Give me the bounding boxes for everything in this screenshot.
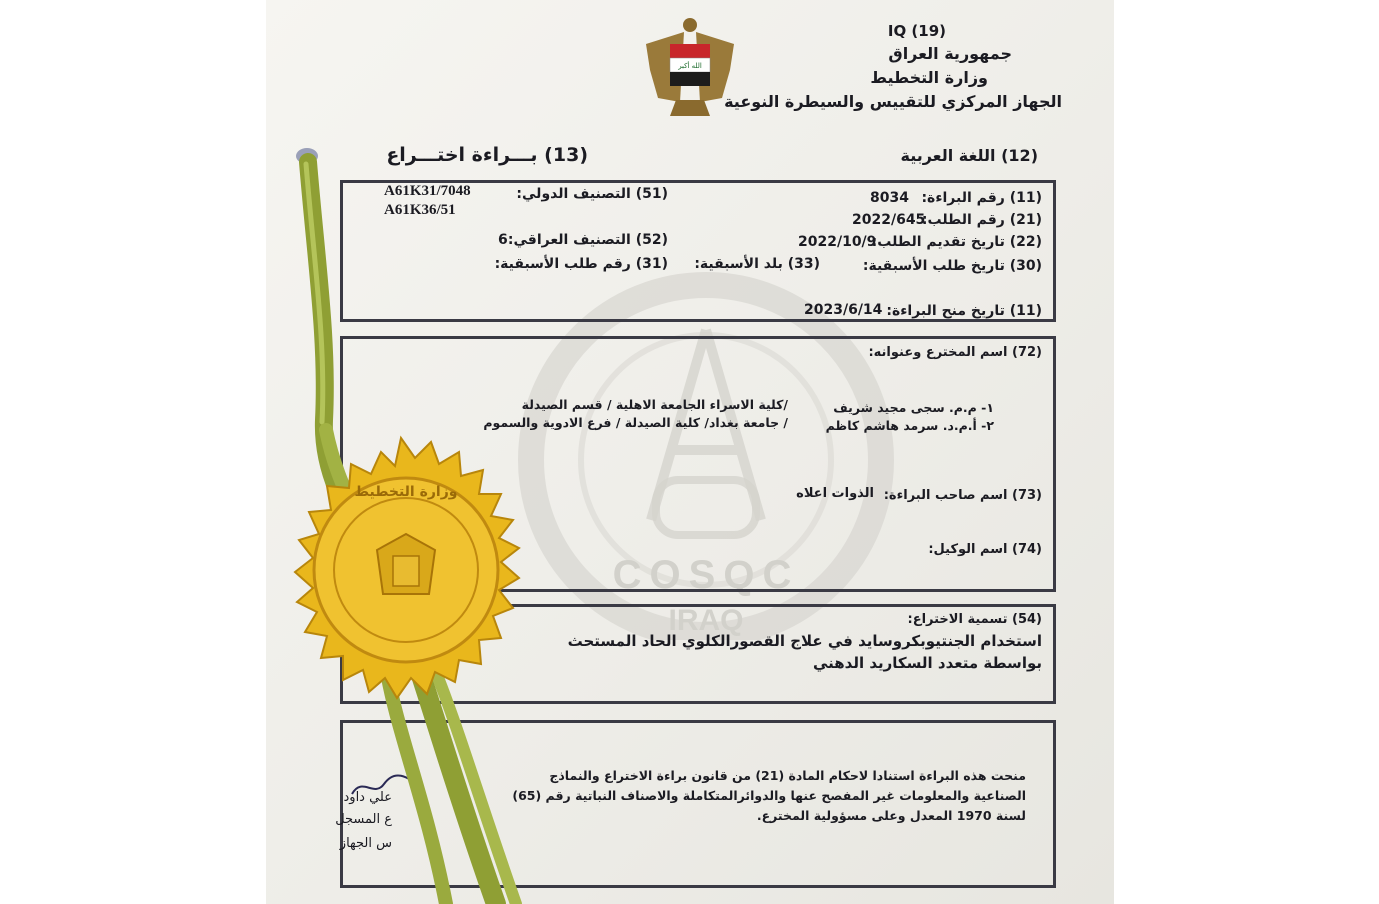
grant-date: 2023/6/14 <box>804 302 883 318</box>
invention-title-line-2: بواسطة متعدد السكاريد الدهني <box>812 654 1042 672</box>
signature-line-1: علي داود <box>343 790 392 805</box>
filing-date: 2022/10/9 <box>798 234 877 250</box>
grant-date-label: (11) تاريخ منح البراءة: <box>886 303 1042 319</box>
priority-date-label: (30) تاريخ طلب الأسبقية: <box>862 258 1042 274</box>
filing-date-label: (22) تاريخ تقديم الطلب: <box>871 234 1042 250</box>
grant-statement-line-2: الصناعية والمعلومات غير المفصح عنها والدوائرالمتكاملة والاصناف النباتية رقم (65) <box>512 788 1026 803</box>
republic-name: جمهورية العراق <box>888 44 1012 63</box>
watermark-logo-text: COSQC <box>612 553 800 597</box>
priority-country-label: (33) بلد الأسبقية: <box>694 256 820 272</box>
invention-title-label: (54) تسمية الاختراع: <box>907 612 1042 627</box>
intl-class-2: A61K36/51 <box>384 202 456 218</box>
emblem-text: الله أكبر <box>678 62 702 70</box>
agent-label: (74) اسم الوكيل: <box>928 542 1042 557</box>
signature-line-3: س الجهاز <box>339 836 392 851</box>
grant-statement-line-3: لسنة 1970 المعدل وعلى مسؤولية المخترع. <box>756 808 1026 823</box>
patent-owner-value: الذوات اعلاه <box>796 486 874 501</box>
seal-top-text: وزارة التخطيط <box>354 484 458 500</box>
patent-number-label: (11) رقم البراءة: <box>921 190 1042 206</box>
watermark-country-text: IRAQ <box>668 604 744 637</box>
ministry-name: وزارة التخطيط <box>870 68 988 87</box>
iraqi-class-label: (52) التصنيف العراقي: <box>507 232 668 248</box>
iraqi-class: 6 <box>498 232 508 248</box>
patent-number: 8034 <box>870 190 909 206</box>
seal-shield-icon <box>393 556 419 586</box>
invention-title-line-1: استخدام الجنتيوبكروسايد في علاج القصورالكلوي الحاد المستحث <box>567 632 1042 650</box>
document-type-title: (13) بـــراءة اختـــراع <box>386 144 588 166</box>
authority-name: الجهاز المركزي للتقييس والسيطرة النوعية <box>724 92 1062 111</box>
ribbon-and-seal <box>266 0 1114 904</box>
inventor-2-name: ٢- أ.م.د. سرمد هاشم كاظم <box>825 418 994 433</box>
application-number-label: (21) رقم الطلب: <box>921 212 1042 228</box>
country-code: IQ (19) <box>887 22 946 40</box>
inventor-1-name: ١- م.م. سجى مجيد شريف <box>833 400 994 415</box>
inventor-section-label: (72) اسم المخترع وعنوانه: <box>868 345 1042 360</box>
application-number: 2022/645 <box>852 212 926 228</box>
patent-owner-label: (73) اسم صاحب البراءة: <box>883 488 1042 503</box>
signature-line-2: ع المسجل <box>335 812 392 827</box>
priority-number-label: (31) رقم طلب الأسبقية: <box>494 256 668 272</box>
inventor-1-address: /كلية الاسراء الجامعة الاهلية / قسم الصيدلة <box>521 397 788 412</box>
language-label: (12) اللغة العربية <box>900 146 1038 165</box>
intl-class-1: A61K31/7048 <box>384 183 471 199</box>
inventor-2-address: / جامعة بغداد/ كلية الصيدلة / فرع الادوية والسموم <box>483 415 788 430</box>
intl-class-label: (51) التصنيف الدولي: <box>516 186 668 202</box>
grant-statement-line-1: منحت هذه البراءة استنادا لاحكام المادة (21) من قانون براءة الاختراع والنماذج <box>549 768 1026 783</box>
patent-document <box>266 0 1114 904</box>
